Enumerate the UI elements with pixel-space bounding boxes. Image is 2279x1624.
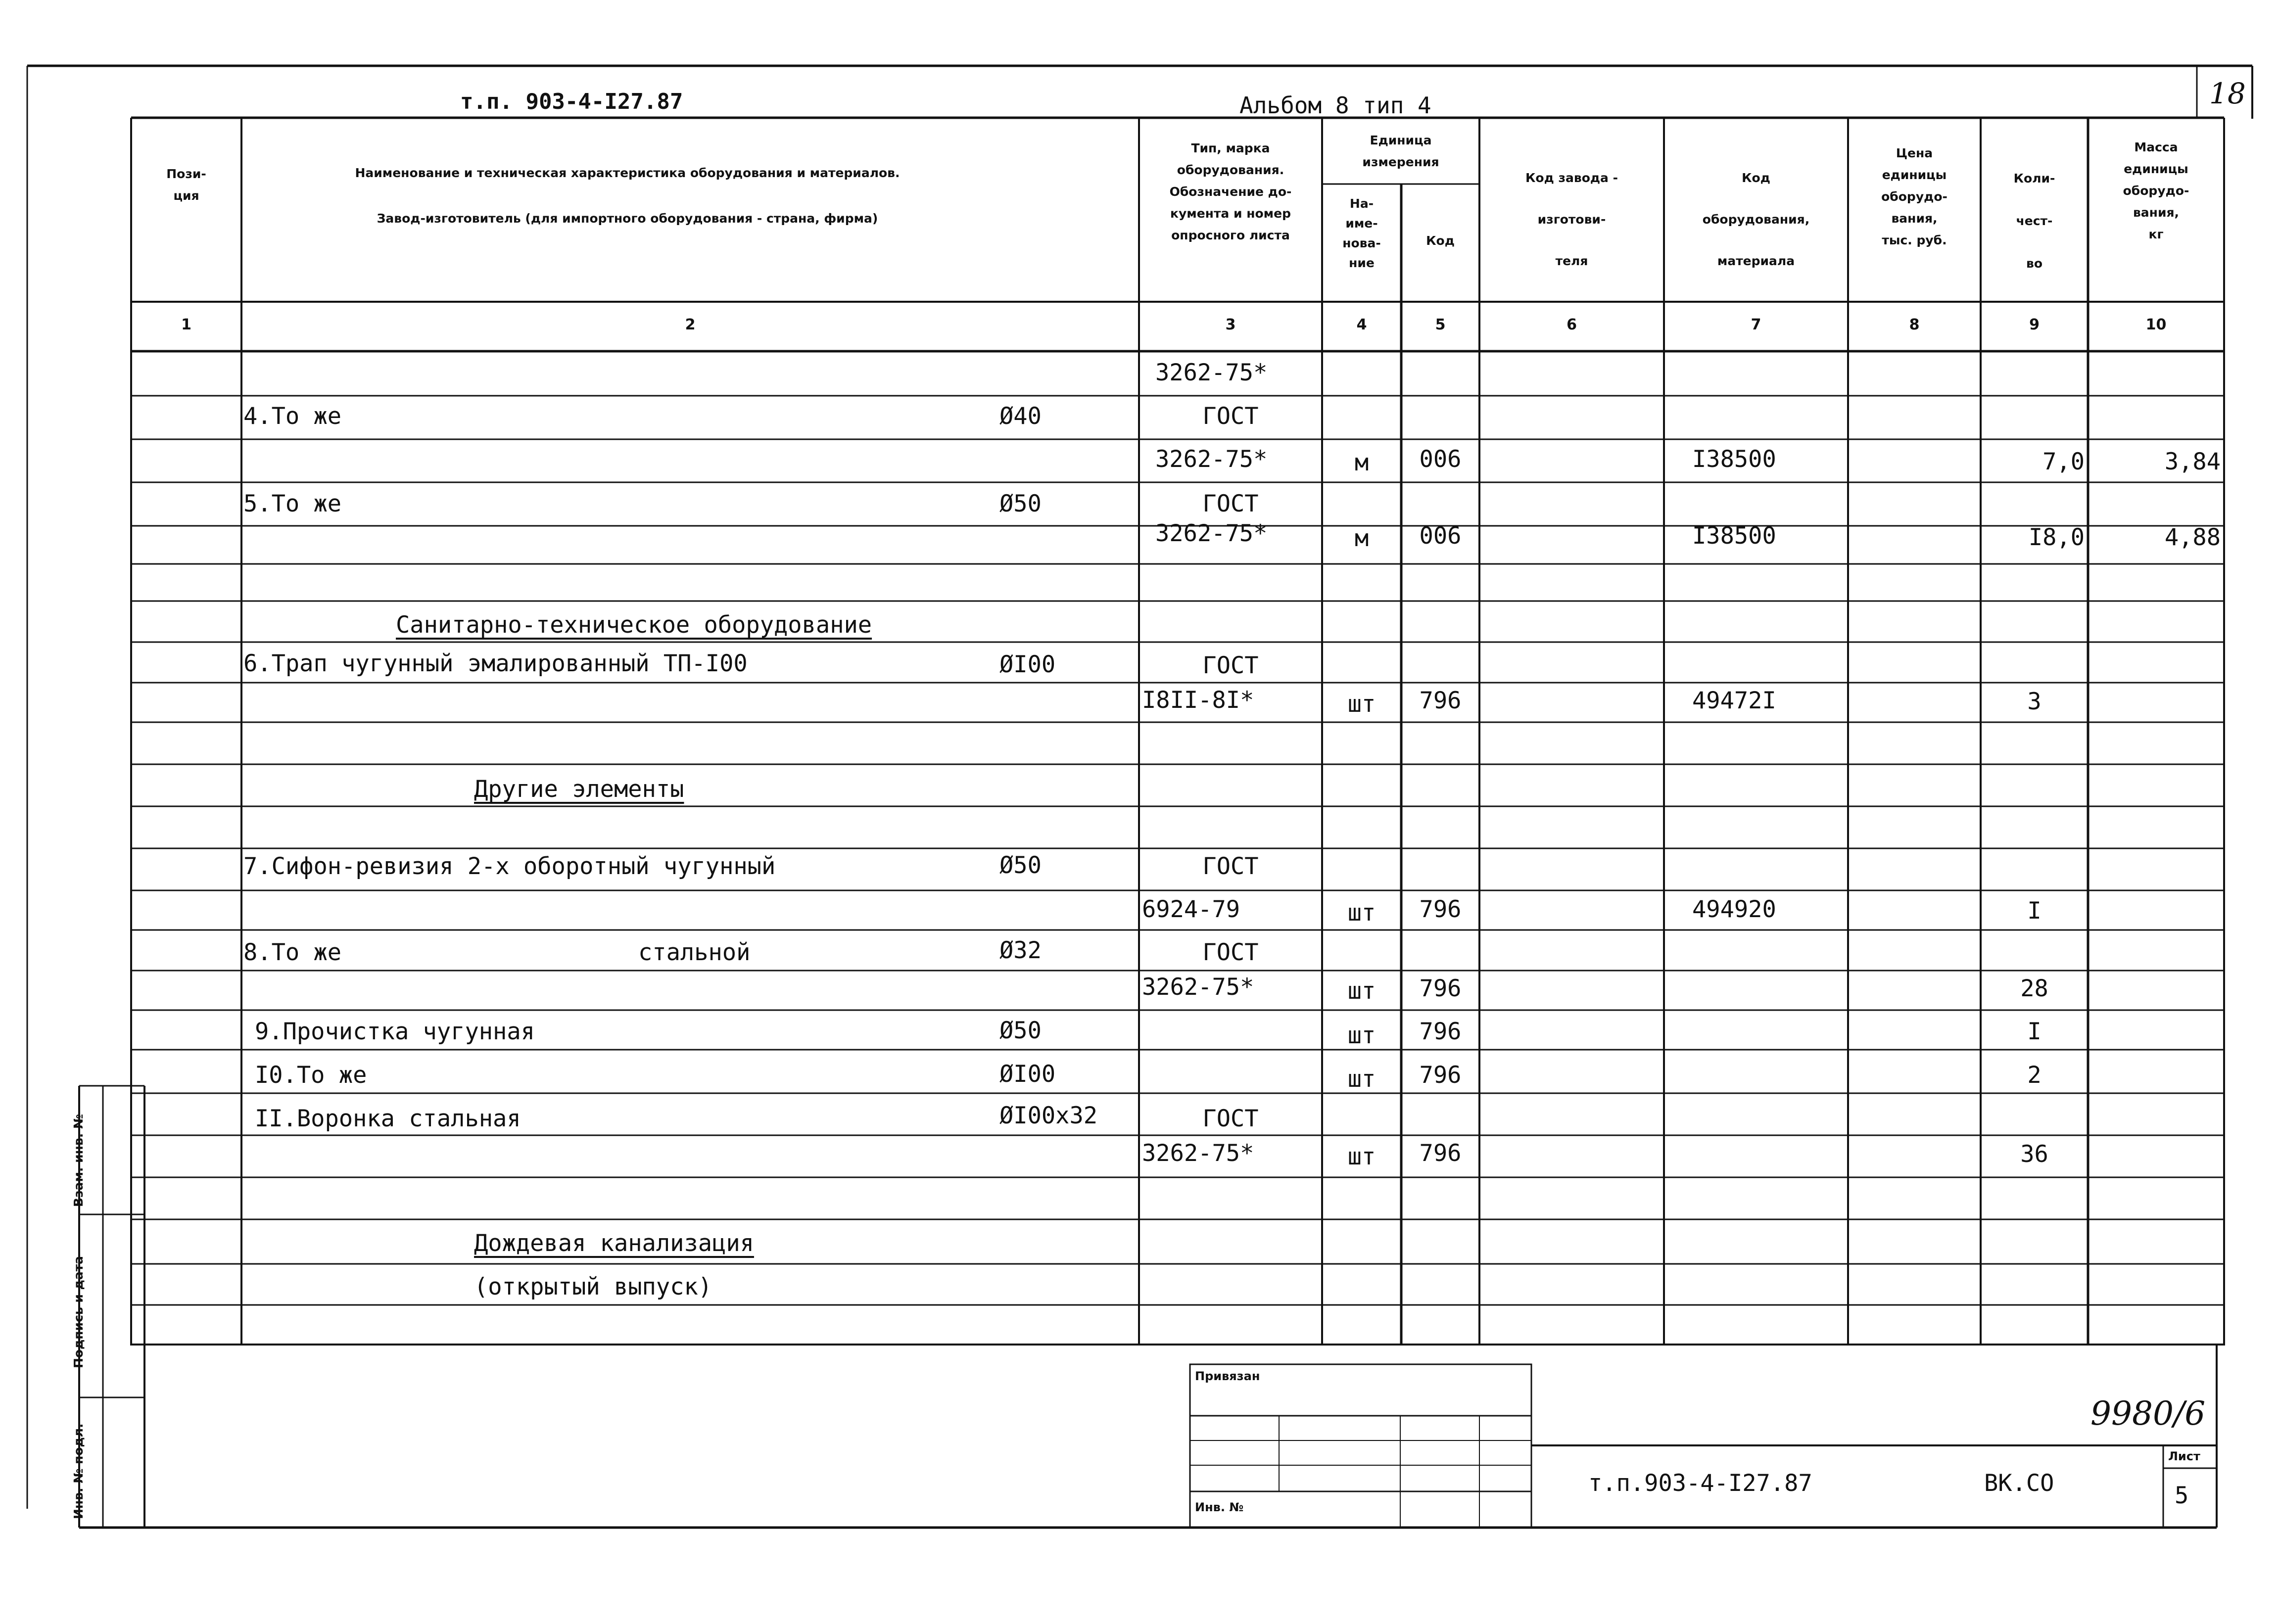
header-type: Тип, марка оборудования. Обозначение до- кумента и номер опросного листа	[1169, 141, 1292, 242]
column-number: 1	[181, 316, 191, 333]
cell-equipment-code: I38500	[1692, 522, 1776, 550]
cell-type: ГОСТ	[1202, 1105, 1259, 1132]
column-number: 6	[1567, 316, 1577, 333]
cell-quantity: 28	[2020, 975, 2048, 1002]
cell-unit-code: 006	[1419, 446, 1462, 473]
side-label-inv-podl: Инв. № подл.	[71, 1423, 86, 1519]
cell-type: ГОСТ	[1202, 652, 1259, 679]
cell-unit: шт	[1347, 1066, 1376, 1093]
cell-unit-code: 796	[1419, 896, 1462, 923]
header-price: Цена единицы оборудо- вания, тыс. руб.	[1881, 146, 1947, 247]
cell-mass: 4,88	[2164, 524, 2221, 551]
cell-diameter: Ø50	[999, 852, 1042, 879]
cell-type: 3262-75*	[1155, 359, 1268, 386]
cell-type: ГОСТ	[1202, 939, 1259, 966]
header-quantity: Коли- чест- во	[2013, 171, 2055, 271]
cell-unit-code: 796	[1419, 1062, 1462, 1089]
cell-quantity: 3	[2027, 688, 2042, 715]
cell-type: ГОСТ	[1202, 490, 1259, 517]
cell-unit: м	[1354, 449, 1369, 476]
cell-unit: шт	[1347, 977, 1376, 1005]
header-name-line2: Завод-изготовитель (для импортного оборудования - страна, фирма)	[377, 211, 878, 226]
section-subheading: (открытый выпуск)	[474, 1273, 712, 1300]
cell-quantity: I	[2027, 897, 2042, 925]
header-name-line1: Наименование и техническая характеристика оборудования и материалов.	[355, 166, 900, 180]
cell-name: 6.Трап чугунный эмалированный ТП-I00	[243, 650, 748, 677]
cell-unit: шт	[1347, 1143, 1376, 1170]
column-number: 4	[1356, 316, 1367, 333]
header-equipment-code: Код оборудования, материала	[1702, 171, 1810, 268]
side-label-podpis-data: Подпись и дата	[71, 1255, 86, 1368]
cell-quantity: 2	[2027, 1062, 2042, 1089]
cell-unit-code: 796	[1419, 687, 1462, 714]
cell-unit: шт	[1347, 691, 1376, 718]
cell-quantity: I8,0	[2028, 524, 2085, 551]
cell-type: ГОСТ	[1202, 403, 1259, 430]
cell-equipment-code: 49472I	[1692, 687, 1776, 714]
cell-name: II.Воронка стальная	[255, 1105, 521, 1132]
header-unit-name: На- име- нова- ние	[1342, 196, 1381, 270]
cell-name: 5.То же	[243, 490, 342, 517]
stamp-doc-code: ВК.СО	[1984, 1470, 2054, 1497]
header-unit: Единица измерения	[1362, 133, 1439, 169]
cell-equipment-code: 494920	[1692, 896, 1776, 923]
cell-quantity: 36	[2020, 1141, 2048, 1168]
stamp-doc-reference: т.п.903-4-I27.87	[1588, 1470, 1812, 1497]
cell-quantity: 7,0	[2042, 448, 2085, 475]
stamp-handwritten-number: 9980/6	[2090, 1394, 2206, 1433]
header-factory-code: Код завода - изготови- теля	[1525, 171, 1618, 268]
cell-type: 3262-75*	[1155, 520, 1268, 547]
cell-diameter: Ø40	[999, 403, 1042, 430]
section-heading: Санитарно-техническое оборудование	[396, 611, 872, 639]
cell-name: 9.Прочистка чугунная	[255, 1018, 535, 1045]
cell-unit: шт	[1347, 899, 1376, 927]
cell-material: стальной	[638, 939, 751, 966]
section-heading: Дождевая канализация	[474, 1230, 754, 1257]
cell-diameter: Ø32	[999, 937, 1042, 964]
album-label: Альбом 8 тип 4	[1239, 92, 1431, 119]
cell-equipment-code: I38500	[1692, 446, 1776, 473]
cell-diameter: Ø50	[999, 1017, 1042, 1044]
side-label-vzam-inv: Взам. инв. №	[71, 1114, 86, 1207]
header-position: Пози- ция	[166, 167, 206, 203]
cell-unit-code: 796	[1419, 1018, 1462, 1045]
column-number: 10	[2145, 316, 2167, 333]
cell-type: 3262-75*	[1142, 1140, 1254, 1167]
cell-diameter: ØI00x32	[999, 1102, 1098, 1129]
cell-diameter: Ø50	[999, 490, 1042, 517]
column-number: 8	[1909, 316, 1920, 333]
column-number: 2	[685, 316, 696, 333]
stamp-inv-no: Инв. №	[1195, 1500, 1244, 1514]
cell-name: 8.То же	[243, 939, 342, 966]
cell-type: 6924-79	[1142, 896, 1240, 923]
page-number: 18	[2209, 77, 2246, 110]
column-number: 3	[1225, 316, 1236, 333]
column-number: 5	[1435, 316, 1446, 333]
cell-diameter: ØI00	[999, 651, 1056, 678]
column-number: 9	[2029, 316, 2040, 333]
doc-reference-top: т.п. 903-4-I27.87	[460, 89, 683, 114]
cell-type: ГОСТ	[1202, 853, 1259, 880]
cell-diameter: ØI00	[999, 1061, 1056, 1088]
cell-name: 7.Сифон-ревизия 2-х оборотный чугунный	[243, 853, 776, 880]
cell-unit-code: 006	[1419, 522, 1462, 550]
cell-quantity: I	[2027, 1018, 2042, 1045]
cell-name: 4.То же	[243, 403, 342, 430]
cell-name: I0.То же	[255, 1062, 367, 1089]
stamp-sheet-number: 5	[2175, 1482, 2189, 1509]
cell-unit: шт	[1347, 1022, 1376, 1049]
cell-mass: 3,84	[2164, 448, 2221, 475]
stamp-privyazan: Привязан	[1195, 1369, 1260, 1383]
cell-type: 3262-75*	[1155, 446, 1268, 473]
cell-unit-code: 796	[1419, 975, 1462, 1002]
header-mass: Масса единицы оборудо- вания, кг	[2123, 140, 2189, 241]
cell-type: I8II-8I*	[1142, 687, 1254, 714]
cell-type: 3262-75*	[1142, 974, 1254, 1001]
header-unit-code: Код	[1426, 233, 1455, 248]
cell-unit-code: 796	[1419, 1140, 1462, 1167]
section-heading: Другие элементы	[474, 776, 684, 803]
cell-unit: м	[1354, 525, 1369, 552]
stamp-sheet-label: Лист	[2168, 1449, 2200, 1463]
column-number: 7	[1751, 316, 1761, 333]
